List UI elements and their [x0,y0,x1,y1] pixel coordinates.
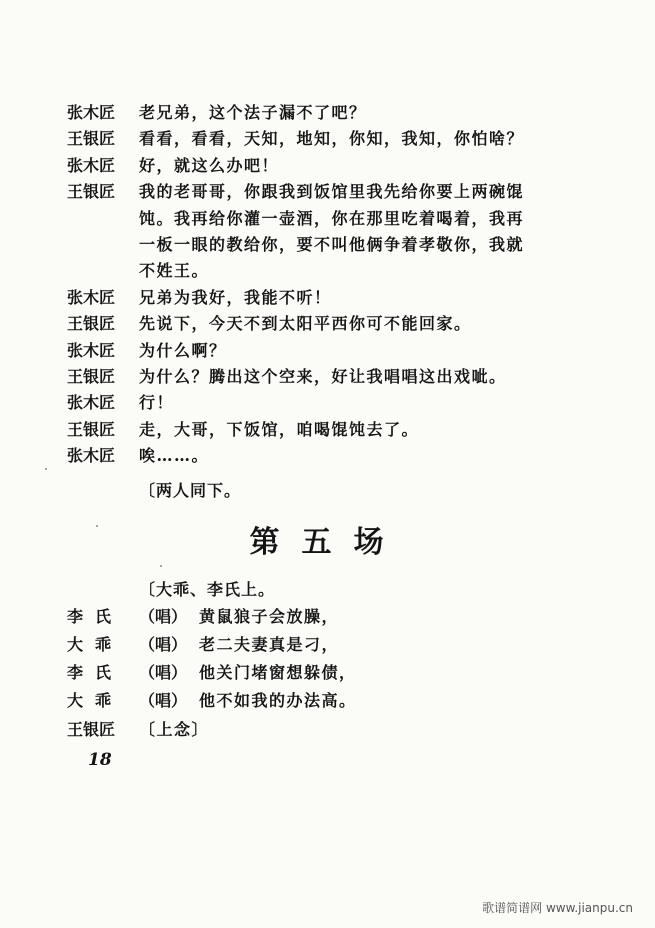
speaker-label: 张木匠 [67,156,116,175]
dialogue-text: 为什么啊？ [139,341,227,360]
last-line [67,720,209,740]
dialogue-line [67,288,332,308]
scene-heading: 第五场 [249,525,406,560]
stage-direction-recite: 〔上念〕 [139,720,210,739]
speaker-label: 张木匠 [67,446,116,465]
scan-speck [96,525,98,527]
speaker-label: 王银匠 [67,182,116,201]
dialogue-line [67,367,507,387]
dialogue-text: 为什么？腾出这个空来，好让我唱唱这出戏呲。 [139,367,507,386]
speaker-label: 张木匠 [67,288,116,307]
dialogue-line [67,156,279,176]
dialogue-line [67,314,472,334]
dialogue-text: 看看，看看，天知，地知，你知，我知，你怕啥？ [139,129,525,148]
speaker-label: 王银匠 [67,314,116,333]
dialogue-text: 饨。我再给你灌一壶酒，你在那里吃着喝着，我再 [139,209,525,228]
singing-mode: （唱） [139,663,188,682]
dialogue-text: 唉……。 [139,446,210,465]
singing-mode: （唱） [139,607,188,626]
lyric-text: 他不如我的办法高。 [199,691,357,710]
watermark: 歌谱简谱网 www.jianpu.cn [482,901,633,915]
lyric-text: 老二夫妻真是刁， [199,635,340,654]
speaker-label: 张木匠 [67,103,116,122]
dialogue-text: 先说下，今天不到太阳平西你可不能回家。 [139,314,472,333]
sung-line [67,663,357,683]
dialogue-line [139,209,524,229]
stage-direction-entry: 〔大乖、李氏上。 [139,580,276,599]
dialogue-text: 一板一眼的教给你，要不叫他俩争着孝敬你，我就 [139,235,525,254]
speaker-label: 张木匠 [67,341,116,360]
dialogue-text: 好，就这么办吧！ [139,156,280,175]
dialogue-text: 不姓王。 [139,261,210,280]
dialogue-line [67,341,227,361]
speaker-label: 张木匠 [67,393,116,412]
dialogue-line [67,420,419,440]
lyric-text: 黄鼠狼子会放臊， [199,607,340,626]
speaker-label: 大乖 [67,691,124,710]
dialogue-line [139,261,209,281]
dialogue-line [67,129,524,149]
dialogue-text: 老兄弟，这个法子漏不了吧？ [139,103,367,122]
lyric-text: 他关门堵窗想躲债， [199,663,357,682]
dialogue-text: 行！ [139,393,175,412]
stage-direction-exit: 〔两人同下。 [139,481,242,500]
singing-mode: （唱） [139,635,188,654]
dialogue-text: 我的老哥哥，你跟我到饭馆里我先给你要上两碗馄 [139,182,525,201]
dialogue-text: 走，大哥，下饭馆，咱喝馄饨去了。 [139,420,420,439]
dialogue-line [67,103,367,123]
singing-mode: （唱） [139,691,188,710]
sung-line [67,635,339,655]
speaker-label: 王银匠 [67,720,116,739]
dialogue-line [67,393,174,413]
speaker-label: 大乖 [67,635,124,654]
speaker-label: 王银匠 [67,129,116,148]
dialogue-text: 兄弟为我好，我能不听！ [139,288,332,307]
sung-line [67,607,339,627]
speaker-label: 王银匠 [67,420,116,439]
dialogue-line [67,446,209,466]
page-number: 18 [88,750,112,770]
dialogue-line [67,182,524,202]
scan-speck [45,468,47,470]
dialogue-line [139,235,524,255]
scan-speck [160,565,162,567]
speaker-label: 李氏 [67,607,124,626]
speaker-label: 王银匠 [67,367,116,386]
sung-line [67,691,357,711]
speaker-label: 李氏 [67,663,124,682]
